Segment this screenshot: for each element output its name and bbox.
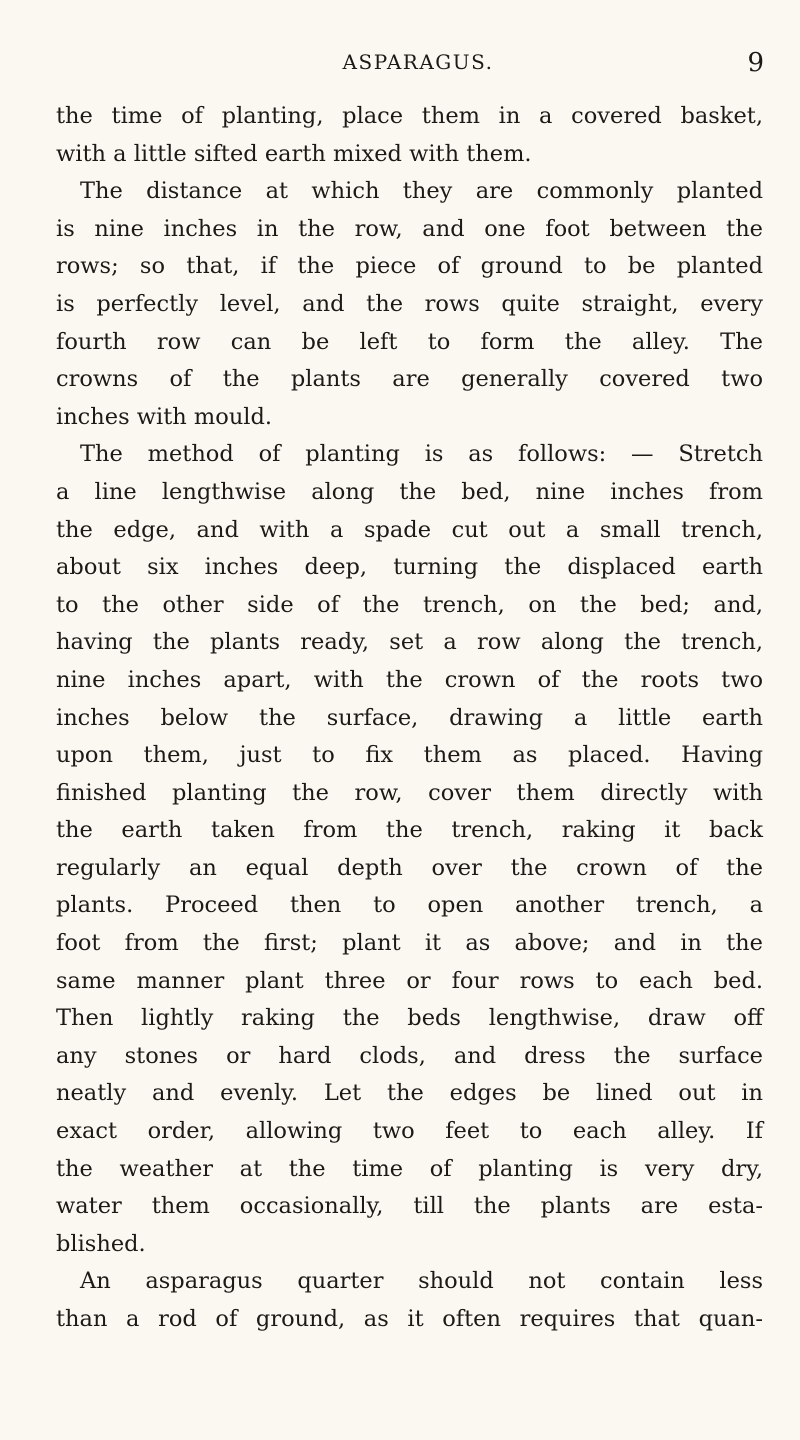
text-line: inches below the surface, drawing a little earth xyxy=(56,704,763,731)
text-line: to the other side of the trench, on the bed; and, xyxy=(56,591,763,618)
text-line: any stones or hard clods, and dress the surface xyxy=(56,1042,763,1069)
text-line: the time of planting, place them in a covered basket, xyxy=(56,103,763,129)
text-line: water them occasionally, till the plants are esta- xyxy=(56,1193,763,1220)
text-line: exact order, allowing two feet to each alley. If xyxy=(56,1118,763,1145)
text-line: a line lengthwise along the bed, nine inches from xyxy=(56,478,763,505)
text-line: Then lightly raking the beds lengthwise, draw off xyxy=(56,1005,763,1032)
text-line: than a rod of ground, as it often requires that quan- xyxy=(56,1306,763,1332)
text-line: An asparagus quarter should not contain less xyxy=(80,1268,763,1295)
body-text xyxy=(56,98,763,1339)
text-line: nine inches apart, with the crown of the roots two xyxy=(56,666,763,693)
text-line: rows; so that, if the piece of ground to be planted xyxy=(56,253,763,280)
text-line: is nine inches in the row, and one foot between the xyxy=(56,215,763,242)
running-head xyxy=(72,50,764,84)
text-line: The method of planting is as follows: — Stretch xyxy=(80,441,763,468)
text-line: fourth row can be left to form the alley. The xyxy=(56,328,763,355)
text-line: inches with mould. xyxy=(56,403,273,430)
text-line: foot from the first; plant it as above; and in the xyxy=(56,930,763,957)
page-number: 9 xyxy=(747,48,764,78)
text-line: crowns of the plants are generally covered two xyxy=(56,366,763,393)
text-line: same manner plant three or four rows to each bed. xyxy=(56,967,763,994)
text-line: is perfectly level, and the rows quite straight, every xyxy=(56,290,763,317)
text-line: with a little sifted earth mixed with them. xyxy=(56,140,532,167)
text-line: plants. Proceed then to open another trench, a xyxy=(56,892,763,919)
text-line: neatly and evenly. Let the edges be lined out in xyxy=(56,1080,763,1107)
text-line: The distance at which they are commonly planted xyxy=(80,178,763,205)
running-title: ASPARAGUS. xyxy=(342,50,494,74)
text-line: the weather at the time of planting is very dry, xyxy=(56,1155,763,1182)
text-line: regularly an equal depth over the crown of the xyxy=(56,854,763,881)
text-line: the earth taken from the trench, raking it back xyxy=(56,817,763,844)
text-line: having the plants ready, set a row along the trench, xyxy=(56,629,763,656)
text-line: upon them, just to fix them as placed. Having xyxy=(56,742,763,769)
text-line: blished. xyxy=(56,1230,146,1257)
text-line: finished planting the row, cover them directly with xyxy=(56,779,763,806)
text-line: the edge, and with a spade cut out a small trench, xyxy=(56,516,763,543)
text-line: about six inches deep, turning the displaced earth xyxy=(56,554,763,581)
